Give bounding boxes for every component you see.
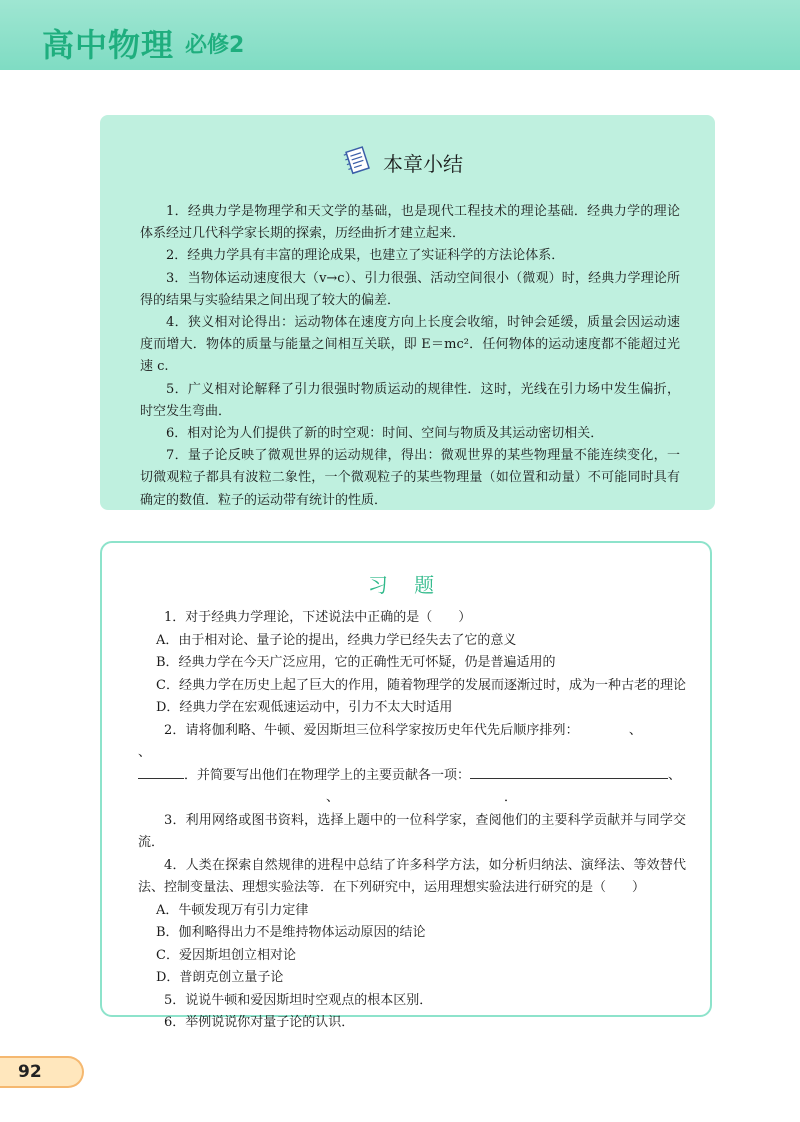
summary-item: 2．经典力学具有丰富的理论成果，也建立了实证科学的方法论体系． (166, 248, 565, 264)
question-2-contrib: ．并简要写出他们在物理学上的主要贡献各一项： (184, 767, 471, 783)
question-2-tail (138, 787, 686, 810)
page-number: 92 (18, 1062, 42, 1082)
separator: 、 (138, 745, 152, 760)
exercises-title: 习 题 (367, 573, 445, 597)
separator: ． (504, 790, 518, 805)
summary-item: 4．狭义相对论得出：运动物体在速度方向上长度会收缩，时钟会延缓，质量会因运动速度而增大．物体的质量与能量之间相互关联，即 E＝mc²．任何物体的运动速度都不能超过光速 c. (140, 315, 680, 375)
answer-blank[interactable] (138, 766, 184, 779)
option-4a: A．牛顿发现万有引力定律 (156, 902, 309, 918)
option-4c: C．爱因斯坦创立相对论 (156, 947, 296, 963)
option-1b: B．经典力学在今天广泛应用，它的正确性无可怀疑，仍是普遍适用的 (156, 655, 556, 670)
summary-item: 7．量子论反映了微观世界的运动规律，得出：微观世界的某些物理量不能连续变化，一切微观粒子都具有波粒二象性，一个微观粒子的某些物理量（如位置和动量）不可能同时具有确定的数值．粒子的运动带有统计的性质． (140, 448, 680, 508)
summary-heading (343, 147, 463, 177)
option-1d: D．经典力学在宏观低速运动中，引力不太大时适用 (156, 700, 453, 715)
summary-item: 1．经典力学是物理学和天文学的基础，也是现代工程技术的理论基础．经典力学的理论体系经过几代科学家长期的探索，历经曲折才建立起来． (140, 204, 680, 242)
question-2-continued (138, 765, 686, 788)
summary-title: 本章小结 (383, 151, 463, 176)
summary-item: 5．广义相对论解释了引力很强时物质运动的规律性．这时，光线在引力场中发生偏折，时空发生弯曲． (140, 381, 680, 419)
summary-list (140, 201, 680, 512)
question-2 (138, 720, 686, 765)
option-1a: A．由于相对论、量子论的提出，经典力学已经失去了它的意义 (156, 632, 517, 648)
question-4: 4．人类在探索自然规律的进程中总结了许多科学方法，如分析归纳法、演绎法、等效替代法、控制变量法、理想实验法等．在下列研究中，运用理想实验法进行研究的是（ ） (138, 857, 686, 895)
question-3: 3．利用网络或图书资料，选择上题中的一位科学家，查阅他们的主要科学贡献并与同学交流． (138, 812, 686, 850)
book-title: 高中物理 (42, 26, 175, 64)
page-number-tab (0, 1056, 84, 1088)
option-4d: D．普朗克创立量子论 (156, 970, 284, 985)
chapter-summary-box (100, 115, 715, 510)
book-volume: 必修2 (185, 33, 245, 58)
separator: 、 (628, 722, 642, 738)
separator: 、 (668, 767, 682, 783)
option-4b: B．伽利略得出力不是维持物体运动原因的结论 (156, 925, 426, 940)
question-2-prompt: 2．请将伽利略、牛顿、爱因斯坦三位科学家按历史年代先后顺序排列： (164, 722, 579, 738)
question-5: 5．说说牛顿和爱因斯坦时空观点的根本区别． (164, 992, 433, 1008)
answer-blank[interactable] (470, 766, 668, 779)
exercises-box (100, 541, 712, 1030)
header-band (0, 0, 800, 70)
option-1c: C．经典力学在历史上起了巨大的作用，随着物理学的发展而逐渐过时，成为一种古老的理论 (156, 677, 686, 693)
summary-item: 6．相对论为人们提供了新的时空观：时间、空间与物质及其运动密切相关． (166, 426, 604, 442)
question-6: 6．举例说说你对量子论的认识． (164, 1015, 355, 1030)
notebook-icon (343, 145, 373, 179)
question-1: 1．对于经典力学理论，下述说法中正确的是（ ） (164, 610, 472, 625)
exercises-list (138, 607, 686, 1035)
summary-item: 3．当物体运动速度很大（v→c）、引力很强、活动空间很小（微观）时，经典力学理论所得的结果与实验结果之间出现了较大的偏差． (140, 270, 680, 308)
separator: 、 (326, 790, 340, 805)
